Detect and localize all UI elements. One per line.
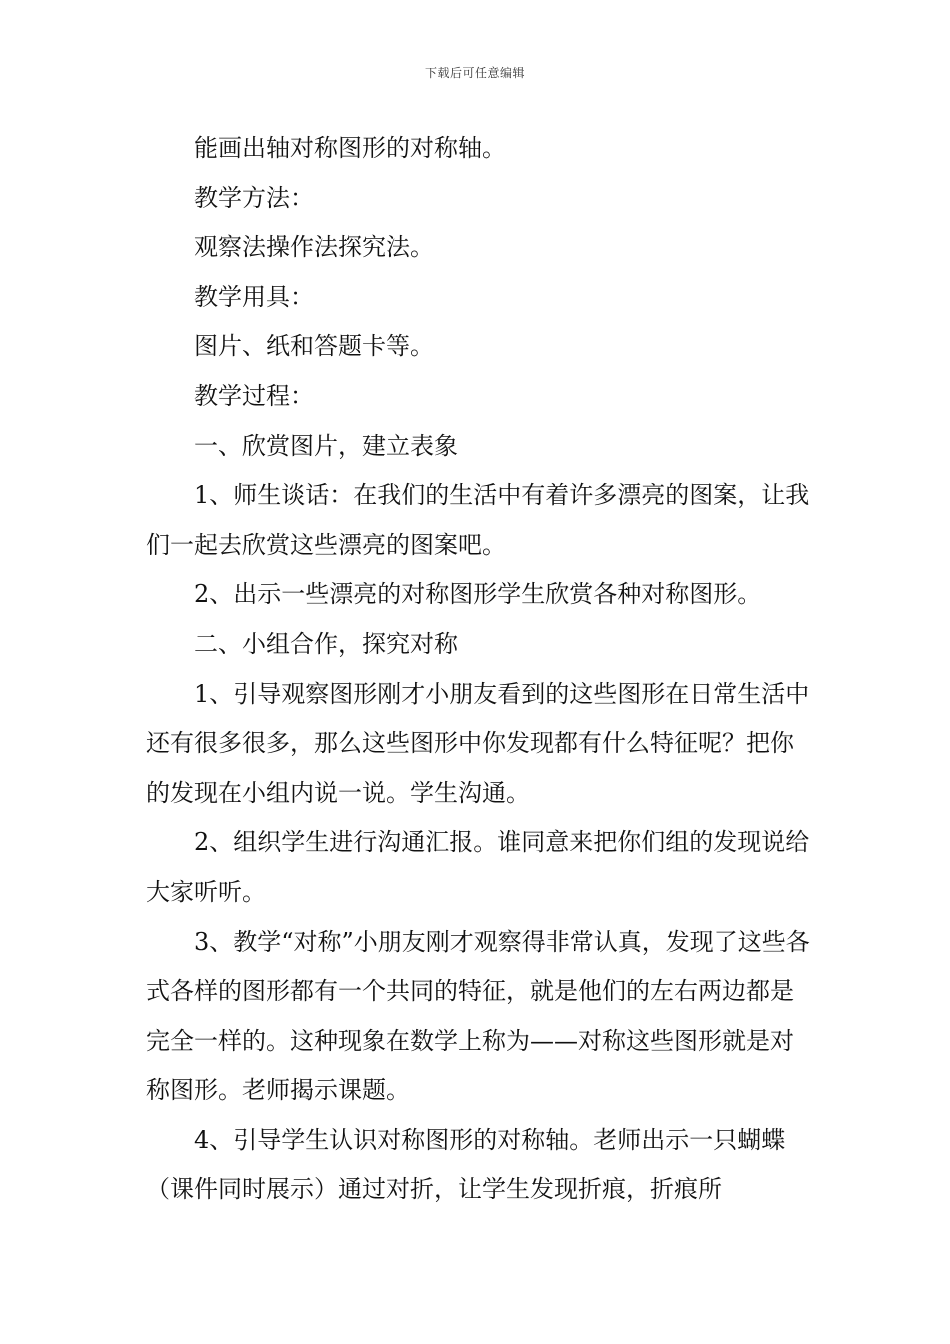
paragraph-2-1: 1、引导观察图形刚才小朋友看到的这些图形在日常生活中还有很多很多，那么这些图形中你发现都有什么特征呢？把你的发现在小组内说一说。学生沟通。 (146, 679, 810, 807)
heading-teaching-methods: 教学方法： (194, 183, 314, 212)
heading-teaching-tools: 教学用具： (194, 282, 314, 311)
document-body (146, 124, 810, 1215)
paragraph-methods: 观察法操作法探究法。 (194, 233, 434, 262)
section-heading-2: 二、小组合作，探究对称 (194, 629, 458, 658)
paragraph-2-2: 2、组织学生进行沟通汇报。谁同意来把你们组的发现说给大家听听。 (146, 828, 810, 906)
paragraph-tools: 图片、纸和答题卡等。 (194, 332, 434, 361)
paragraph-2-4: 4、引导学生认识对称图形的对称轴。老师出示一只蝴蝶（课件同时展示）通过对折，让学生发现折痕，折痕所 (146, 1125, 786, 1204)
paragraph-2-3: 3、教学“对称”小朋友刚才观察得非常认真，发现了这些各式各样的图形都有一个共同的特征，就是他们的左右两边都是完全一样的。这种现象在数学上称为——对称这些图形就是对称图形。老师揭示课题。 (146, 927, 810, 1105)
paragraph-1-1: 1、师生谈话：在我们的生活中有着许多漂亮的图案，让我们一起去欣赏这些漂亮的图案吧。 (146, 481, 810, 559)
section-heading-1: 一、欣赏图片，建立表象 (194, 431, 458, 460)
page-header-note: 下载后可任意编辑 (424, 66, 525, 80)
paragraph-1-2: 2、出示一些漂亮的对称图形学生欣赏各种对称图形。 (194, 580, 762, 609)
paragraph-objective-continued: 能画出轴对称图形的对称轴。 (194, 134, 506, 162)
heading-teaching-process: 教学过程： (194, 381, 314, 410)
